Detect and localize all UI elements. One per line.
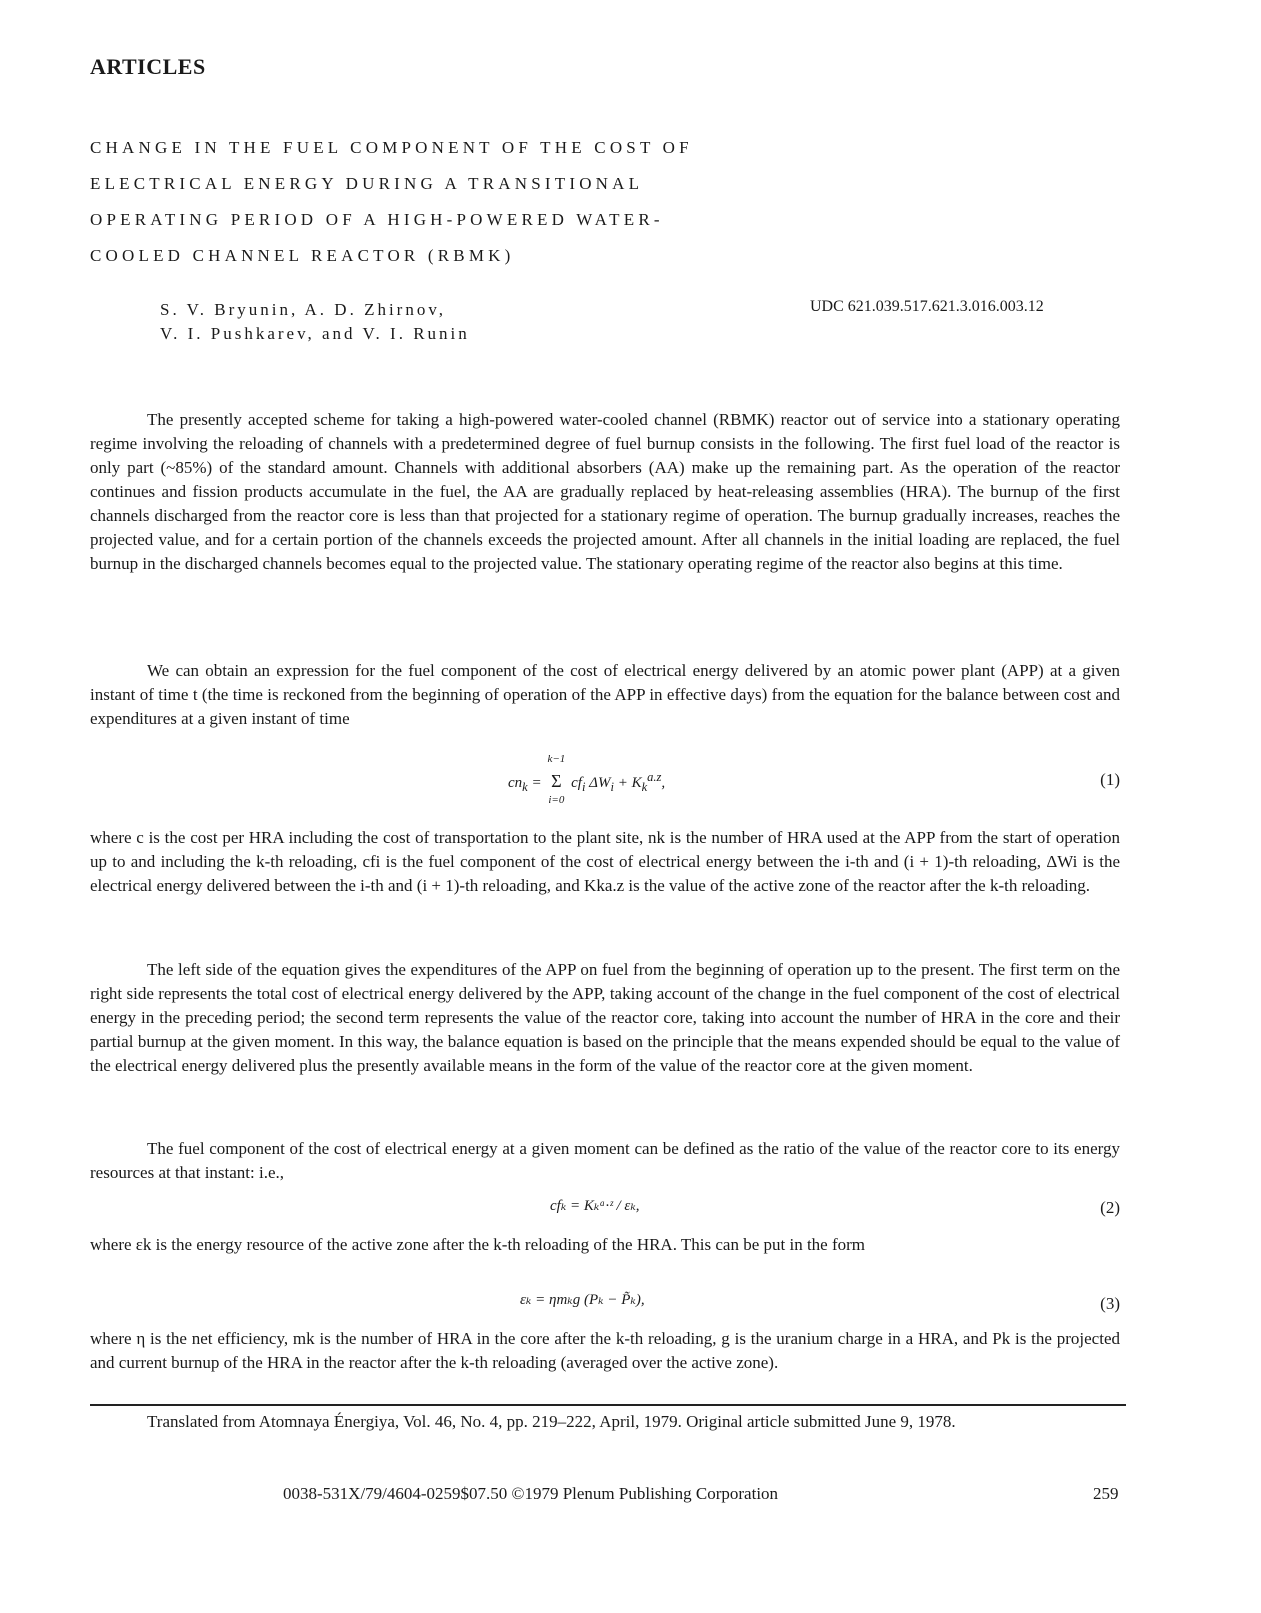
equation-1-expression: $cn_k$ = k−1 Σ i=0 $cf_i$ $\Delta W_i + K_k^{a.z}$,: [508, 753, 666, 806]
paragraph-definitions: where c is the cost per HRA including the cost of transportation to the plant site, nk is the number of HRA used at the APP from the start of operation up to and including the k-th reloading, cfi is the fuel component of the cost of electrical energy between the i-th and (i + 1)-th reloading, ΔWi is the electrical energy delivered between the i-th and (i + 1)-th reloading, and Kka.z is the value of the active zone of the reactor after the k-th reloading.: [90, 828, 1120, 895]
equation-1: [90, 753, 1120, 810]
title-line: OPERATING PERIOD OF A HIGH-POWERED WATER-: [90, 210, 664, 229]
equation-3-number: (3): [1100, 1294, 1120, 1313]
paragraph-energy-resource: where εk is the energy resource of the active zone after the k-th reloading of the HRA. This can be put in the form: [90, 1235, 866, 1254]
udc-code: UDC 621.039.517.621.3.016.003.12: [810, 298, 1044, 315]
article-title: [90, 130, 850, 274]
paragraph-balance: We can obtain an expression for the fuel component of the cost of electrical energy delivered by an atomic power plant (APP) at a given instant of time t (the time is reckoned from the beginning of operation of the APP in effective days) from the equation for the balance between cost and expenditures at a given instant of time: [90, 661, 1120, 728]
authors-line: V. I. Pushkarev, and V. I. Runin: [160, 324, 470, 343]
title-line: ELECTRICAL ENERGY DURING A TRANSITIONAL: [90, 174, 644, 193]
authors-block: [160, 298, 470, 346]
translation-footnote: Translated from Atomnaya Énergiya, Vol. 46, No. 4, pp. 219–222, April, 1979. Original article submitted June 9, 1978.: [147, 1412, 956, 1431]
section-label: ARTICLES: [90, 54, 206, 79]
footnote-divider: [90, 1404, 1126, 1406]
equation-2-number: (2): [1100, 1198, 1120, 1217]
equation-3-expression: εₖ = ηmₖg (Pₖ − P̃ₖ),: [520, 1292, 645, 1308]
equation-2: [90, 1196, 1120, 1236]
equation-1-number: (1): [1100, 770, 1120, 789]
equation-3: [90, 1290, 1120, 1330]
sum-symbol: k−1 Σ i=0: [547, 753, 566, 806]
equation-2-expression: cfₖ = Kₖᵃ·ᶻ / εₖ,: [550, 1198, 640, 1214]
authors-line: S. V. Bryunin, A. D. Zhirnov,: [160, 300, 446, 319]
paragraph-variables: where η is the net efficiency, mk is the number of HRA in the core after the k-th reloading, g is the uranium charge in a HRA, and Pk is the projected and current burnup of the HRA in the reactor after the k-th reloading (averaged over the active zone).: [90, 1329, 1120, 1372]
publisher-code: 0038-531X/79/4604-0259$07.50 ©1979 Plenum Publishing Corporation: [283, 1484, 779, 1503]
paragraph-fuel-component: The fuel component of the cost of electrical energy at a given moment can be defined as the ratio of the value of the reactor core to its energy resources at that instant: i.e.,: [90, 1139, 1120, 1182]
title-line: CHANGE IN THE FUEL COMPONENT OF THE COST OF: [90, 138, 693, 157]
paragraph-intro: The presently accepted scheme for taking a high-powered water-cooled channel (RBMK) reactor out of service into a stationary operating regime involving the reloading of channels with a predetermined degree of fuel burnup consists in the following. The first fuel load of the reactor is only part (~85%) of the standard amount. Channels with additional absorbers (AA) make up the remaining part. As the operation of the reactor continues and fission products accumulate in the fuel, the AA are gradually replaced by heat-releasing assemblies (HRA). The burnup of the first channels discharged from the reactor core is less than that projected for a stationary regime of operation. The burnup gradually increases, reaches the projected value, and for a certain portion of the channels exceeds the projected amount. After all channels in the initial loading are replaced, the fuel burnup in the discharged channels becomes equal to the projected value. The stationary operating regime of the reactor also begins at this time.: [90, 410, 1120, 573]
page-number: 259: [1093, 1484, 1119, 1503]
paragraph-interpretation: The left side of the equation gives the expenditures of the APP on fuel from the beginning of operation up to the present. The first term on the right side represents the total cost of electrical energy delivered by the APP, taking account of the change in the fuel component of the cost of electrical energy in the preceding period; the second term represents the value of the reactor core, taking into account the number of HRA in the core and their partial burnup at the given moment. In this way, the balance equation is based on the principle that the means expended should be equal to the value of the electrical energy delivered plus the presently available means in the form of the value of the reactor core at the given moment.: [90, 960, 1120, 1075]
title-line: COOLED CHANNEL REACTOR (RBMK): [90, 246, 515, 265]
